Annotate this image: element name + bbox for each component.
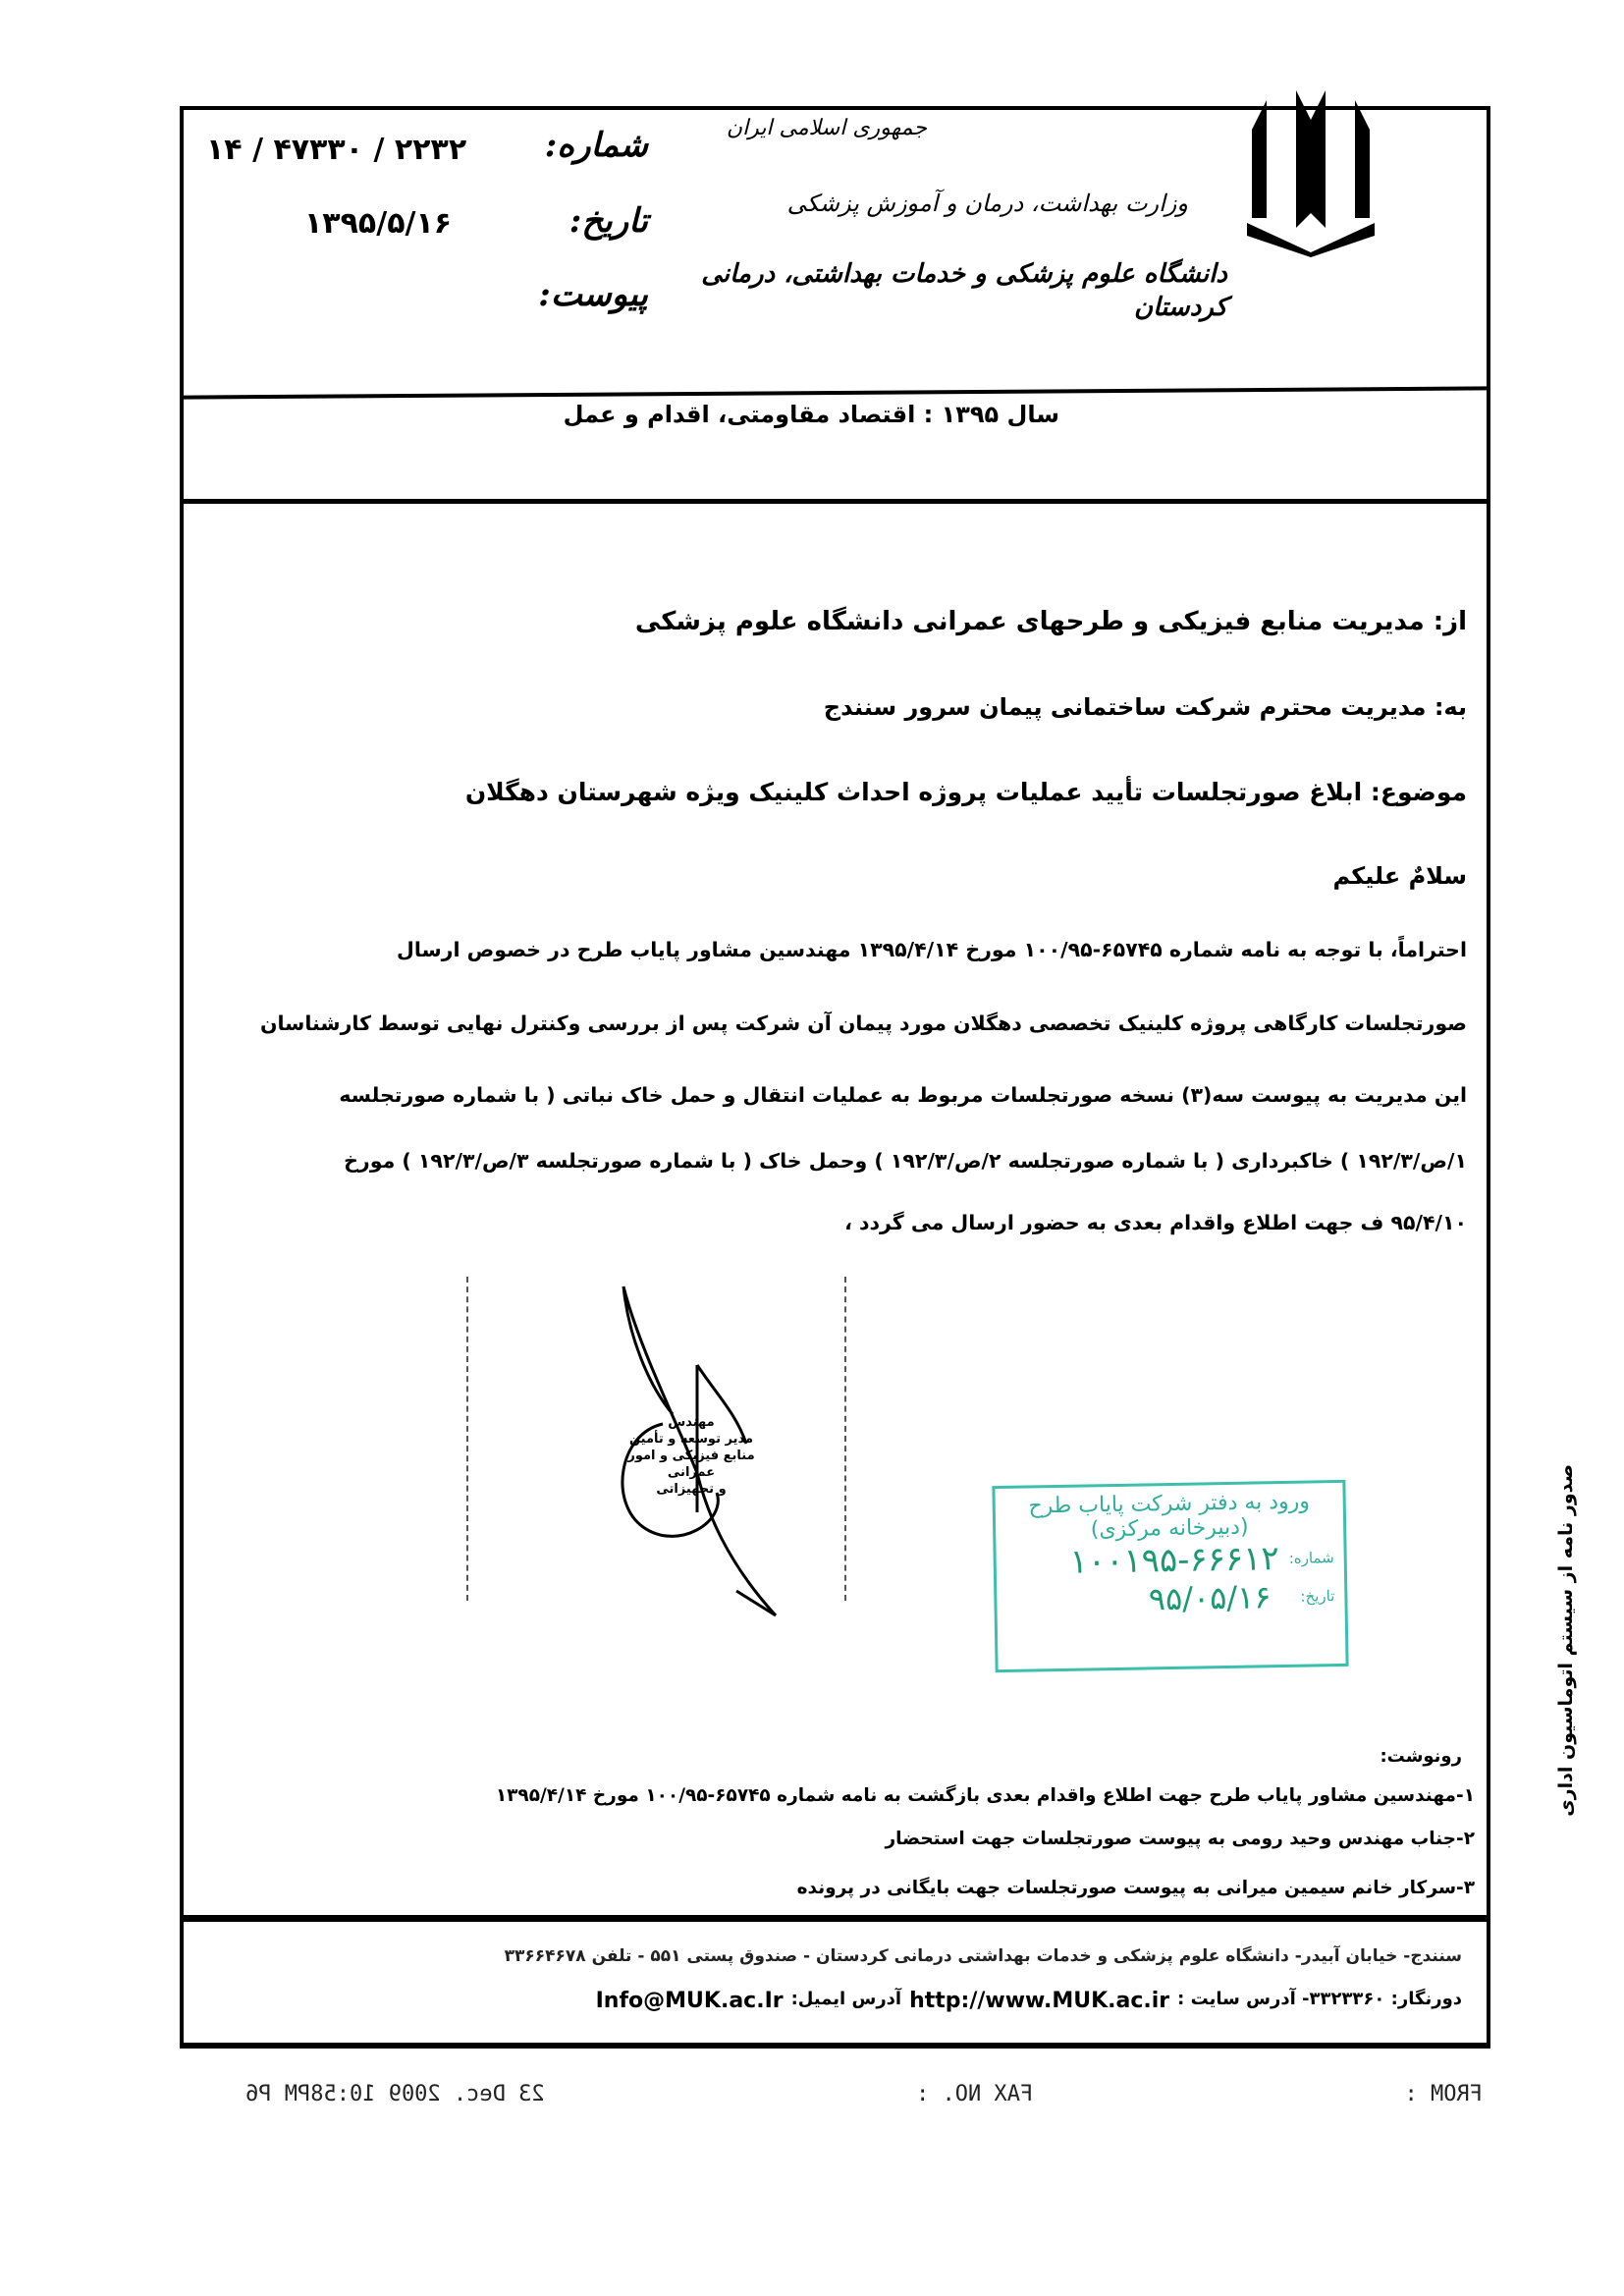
cc-item: ۱-مهندسین مشاور پایاب طرح جهت اطلاع واقدام بعدی بازگشت به نامه شماره ۶۵۷۴۵-۱۰۰/۹۵ مورخ ۱۳۹۵/۴/۱۴ xyxy=(495,1785,1475,1806)
header-bottom-divider xyxy=(184,499,1489,504)
fax-number: FAX NO. : xyxy=(915,2082,1034,2106)
automation-side-note: صدور نامه از سیستم اتوماسیون اداری xyxy=(1555,1464,1577,1817)
signature-line: و تجهیزاتی xyxy=(656,1482,727,1497)
number-value: ۲۲۳۲ / ۴۷۳۳۰ / ۱۴ xyxy=(206,133,467,167)
signature-line: منابع فیزیکی و امور عمرانی xyxy=(627,1449,755,1480)
receipt-stamp xyxy=(992,1480,1348,1672)
stamp-number-label: شماره: xyxy=(1288,1549,1334,1567)
paragraph-line: احتراماً، با توجه به نامه شماره ۶۵۷۴۵-۱۰۰/۹۵ مورخ ۱۳۹۵/۴/۱۴ مهندسین مشاور پایاب طرح در خصوص ارسال xyxy=(397,938,1467,961)
footer-email-label: آدرس ایمیل: xyxy=(790,1989,902,2009)
letter-subject: موضوع: ابلاغ صورتجلسات تأیید عملیات پروژه احداث کلینیک ویژه شهرستان دهگلان xyxy=(464,778,1467,806)
signatory-title xyxy=(627,1414,755,1498)
stamp-date-label: تاریخ: xyxy=(1300,1587,1335,1606)
ministry-name: وزارت بهداشت، درمان و آموزش پزشکی xyxy=(786,190,1188,217)
footer-fax: دورنگار: ۳۳۲۳۳۶۰- آدرس سایت : xyxy=(1177,1989,1462,2009)
attachment-label: پیوست: xyxy=(538,275,648,314)
university-logo-icon xyxy=(1242,90,1380,257)
stamp-date-value: ۹۵/۰۵/۱۶ xyxy=(1148,1578,1272,1618)
footer-contacts xyxy=(596,1989,1462,2013)
stamp-title: ورود به دفتر شرکت پایاب طرح xyxy=(1028,1489,1311,1519)
stamp-subtitle: (دبیرخانه مرکزی) xyxy=(1090,1514,1249,1543)
paragraph-line: ۱/ص/۱۹۲/۳ ) خاکبرداری ( با شماره صورتجلسه ۲/ص/۱۹۲/۳ ) وحمل خاک ( با شماره صورتجلسه ۳/ص/۱۹۲/۳ ) مورخ xyxy=(344,1149,1467,1173)
letter-greeting: سلامٌ علیکم xyxy=(1332,862,1467,890)
divider xyxy=(844,1277,847,1601)
date-value: ۱۳۹۵/۵/۱۶ xyxy=(304,206,453,241)
signature-line: مدیر توسعه و تأمین xyxy=(628,1432,754,1447)
cc-item: ۳-سرکار خانم سیمین میرانی به پیوست صورتجلسات جهت بایگانی در پرونده xyxy=(796,1878,1475,1898)
footer-address: سنندج- خیابان آبیدر- دانشگاه علوم پزشکی و خدمات بهداشتی درمانی کردستان - صندوق پستی ۵۵۱ - تلفن ۳۳۶۶۴۶۷۸ xyxy=(504,1946,1462,1966)
university-name: دانشگاه علوم پزشکی و خدمات بهداشتی، درمانی کردستان xyxy=(701,259,1227,322)
date-label: تاریخ: xyxy=(568,201,648,241)
stamp-number-value: ۱۰۰۱۹۵-۶۶۶۱۲ xyxy=(1069,1539,1280,1582)
signature-line: مهندس xyxy=(668,1415,715,1430)
cc-item: ۲-جناب مهندس وحید رومی به پیوست صورتجلسات جهت استحضار xyxy=(885,1829,1475,1849)
year-slogan: سال ۱۳۹۵ : اقتصاد مقاومتی، اقدام و عمل xyxy=(563,401,1059,428)
fax-datetime: 23 Dec. 2009 10:58PM P6 xyxy=(245,2082,545,2106)
fax-header xyxy=(245,2082,1483,2106)
footer-email-link[interactable]: Info@MUK.ac.Ir xyxy=(595,1989,784,2013)
number-label: شماره: xyxy=(544,126,648,165)
paragraph-line: ۹۵/۴/۱۰ ف جهت اطلاع واقدام بعدی به حضور ارسال می گردد ، xyxy=(844,1211,1467,1234)
paragraph-line: این مدیریت به پیوست سه(۳) نسخه صورتجلسات مربوط به عملیات انتقال و حمل خاک نباتی ( با شماره صورتجلسه xyxy=(339,1083,1467,1107)
divider xyxy=(466,1277,469,1601)
fax-from: FROM : xyxy=(1404,2082,1483,2106)
paragraph-line: صورتجلسات کارگاهی پروژه کلینیک تخصصی دهگلان مورد پیمان آن شرکت پس از بررسی وکنترل نهایی توسط کارشناسان xyxy=(259,1011,1467,1035)
letter-to: به: مدیریت محترم شرکت ساختمانی پیمان سرور سنندج xyxy=(823,693,1467,721)
cc-label: رونوشت: xyxy=(1380,1746,1462,1767)
letter-from: از: مدیریت منابع فیزیکی و طرحهای عمرانی دانشگاه علوم پزشکی xyxy=(634,607,1467,636)
footer-divider xyxy=(184,1915,1489,1922)
country-name: جمهوری اسلامی ایران xyxy=(726,116,927,140)
footer-website-link[interactable]: http://www.MUK.ac.ir xyxy=(909,1989,1170,2013)
